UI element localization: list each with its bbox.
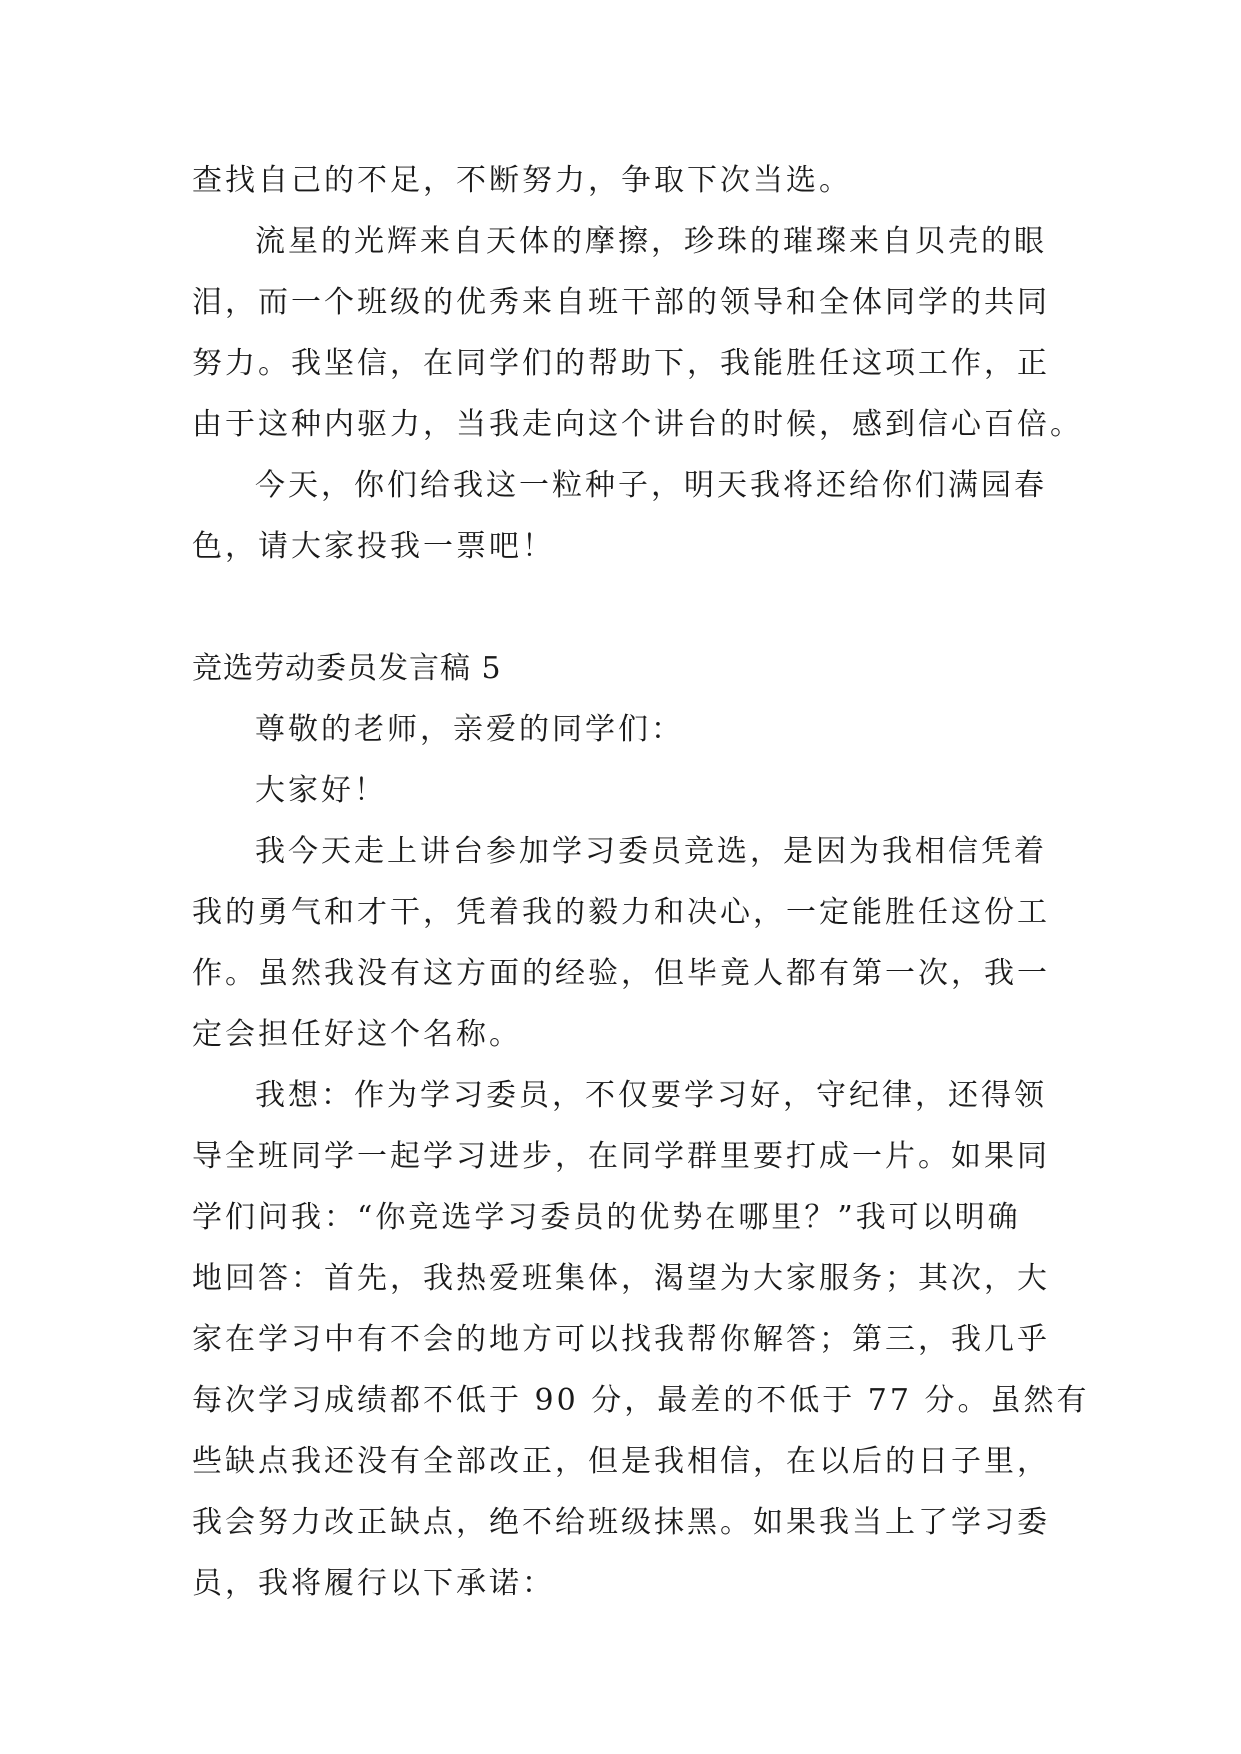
document-page [192,150,1090,1614]
section-title: 竞选劳动委员发言稿 5 [192,651,502,686]
paragraph-line: 色，请大家投我一票吧！ [192,529,555,564]
paragraph-line: 今天，你们给我这一粒种子，明天我将还给你们满园春 [255,468,1047,503]
paragraph-line: 导全班同学一起学习进步，在同学群里要打成一片。如果同 [192,1139,1050,1174]
paragraph-line: 努力。我坚信，在同学们的帮助下，我能胜任这项工作，正 [192,346,1050,381]
paragraph-line: 由于这种内驱力，当我走向这个讲台的时候，感到信心百倍。 [192,407,1083,442]
greeting: 大家好！ [255,773,387,808]
paragraph-line: 些缺点我还没有全部改正，但是我相信，在以后的日子里， [192,1444,1050,1479]
paragraph-line: 查找自己的不足，不断努力，争取下次当选。 [192,163,852,198]
paragraph-line: 作。虽然我没有这方面的经验，但毕竟人都有第一次，我一 [192,956,1050,991]
paragraph-line: 泪，而一个班级的优秀来自班干部的领导和全体同学的共同 [192,285,1050,320]
paragraph-line: 家在学习中有不会的地方可以找我帮你解答；第三，我几乎 [192,1322,1050,1357]
paragraph-line: 地回答：首先，我热爱班集体，渴望为大家服务；其次，大 [192,1261,1050,1296]
paragraph-line: 我想：作为学习委员，不仅要学习好，守纪律，还得领 [255,1078,1047,1113]
paragraph-line: 流星的光辉来自天体的摩擦，珍珠的璀璨来自贝壳的眼 [255,224,1047,259]
paragraph-line: 员，我将履行以下承诺： [192,1566,555,1601]
salutation: 尊敬的老师，亲爱的同学们： [255,712,684,747]
paragraph-line: 我会努力改正缺点，绝不给班级抹黑。如果我当上了学习委 [192,1505,1050,1540]
paragraph-line: 定会担任好这个名称。 [192,1017,522,1052]
section-spacer [192,577,1052,638]
paragraph-line: 每次学习成绩都不低于 90 分，最差的不低于 77 分。虽然有 [192,1383,1090,1418]
paragraph-line: 我的勇气和才干，凭着我的毅力和决心，一定能胜任这份工 [192,895,1050,930]
paragraph-line: 学们问我：“你竞选学习委员的优势在哪里？”我可以明确 [192,1200,1021,1235]
paragraph-line: 我今天走上讲台参加学习委员竞选，是因为我相信凭着 [255,834,1047,869]
